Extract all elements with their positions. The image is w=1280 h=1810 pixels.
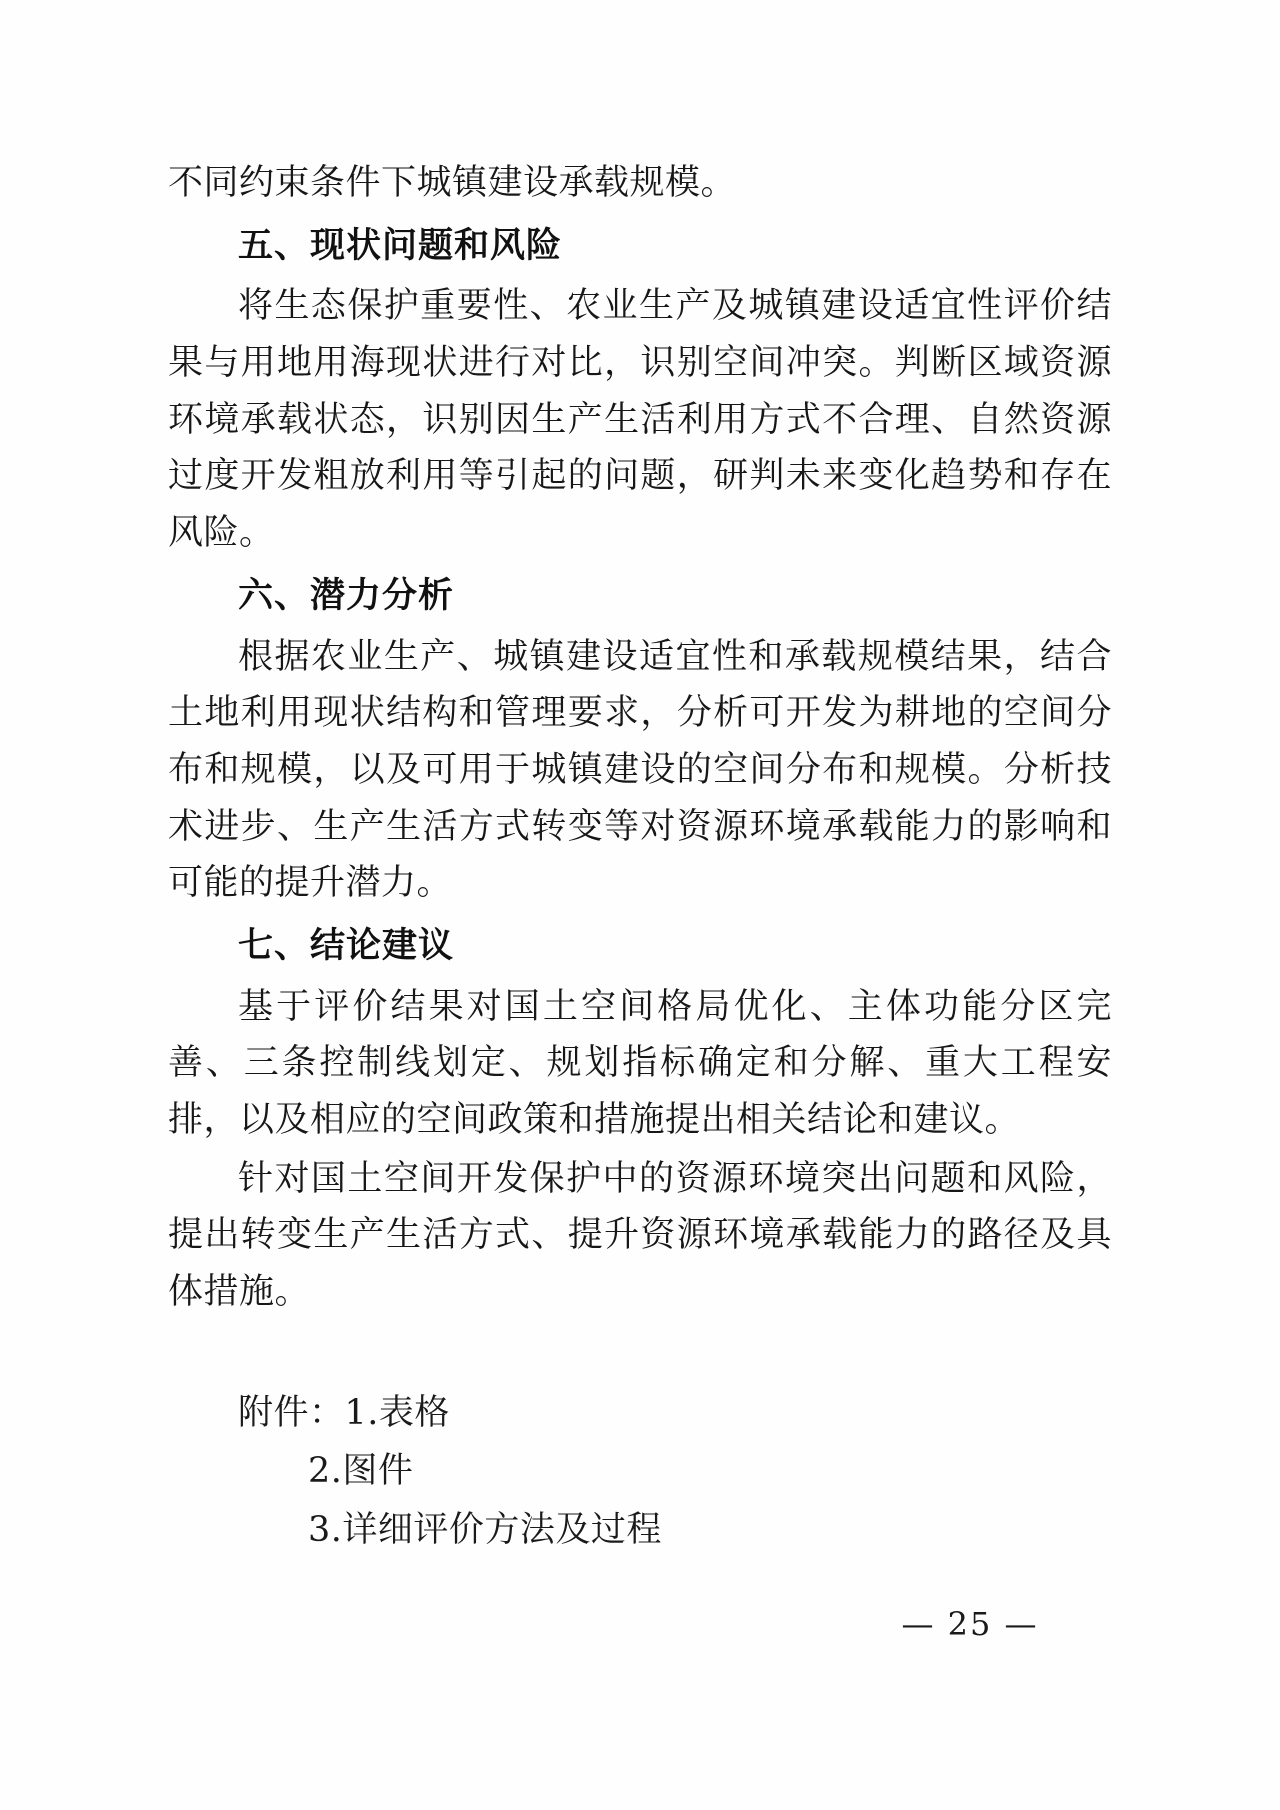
section-heading-six: 六、潜力分析 bbox=[238, 574, 455, 616]
attachments-list bbox=[168, 1385, 1112, 1559]
section-heading-five: 五、现状问题和风险 bbox=[238, 224, 563, 266]
paragraph-section-seven-second: 针对国土空间开发保护中的资源环境突出问题和风险，提出转变生产生活方式、提升资源环境承载能力的路径及具体措施。 bbox=[168, 1158, 1112, 1313]
attachment-item-3: 3.详细评价方法及过程 bbox=[308, 1510, 662, 1551]
paragraph-section-six: 根据农业生产、城镇建设适宜性和承载规模结果，结合土地利用现状结构和管理要求，分析可开发为耕地的空间分布和规模，以及可用于城镇建设的空间分布和规模。分析技术进步、生产生活方式转变等对资源环境承载能力的影响和可能的提升潜力。 bbox=[168, 636, 1112, 904]
block-spacer bbox=[168, 1323, 1112, 1385]
paragraph-section-seven-first: 基于评价结果对国土空间格局优化、主体功能分区完善、三条控制线划定、规划指标确定和分解、重大工程安排，以及相应的空间政策和措施提出相关结论和建议。 bbox=[168, 986, 1112, 1140]
attachment-item-1: 附件：1.表格 bbox=[238, 1392, 450, 1433]
document-body bbox=[168, 155, 1112, 1561]
attachment-item-2: 2.图件 bbox=[308, 1451, 414, 1492]
page-number-value: — 25 — bbox=[901, 1605, 1039, 1643]
paragraph-section-five: 将生态保护重要性、农业生产及城镇建设适宜性评价结果与用地用海现状进行对比，识别空间冲突。判断区域资源环境承载状态，识别因生产生活利用方式不合理、自然资源过度开发粗放利用等引起的问题，研判未来变化趋势和存在风险。 bbox=[168, 286, 1112, 554]
section-heading-seven: 七、结论建议 bbox=[238, 924, 455, 966]
paragraph-continuation: 不同约束条件下城镇建设承载规模。 bbox=[168, 163, 737, 203]
page-number bbox=[0, 1605, 1280, 1643]
